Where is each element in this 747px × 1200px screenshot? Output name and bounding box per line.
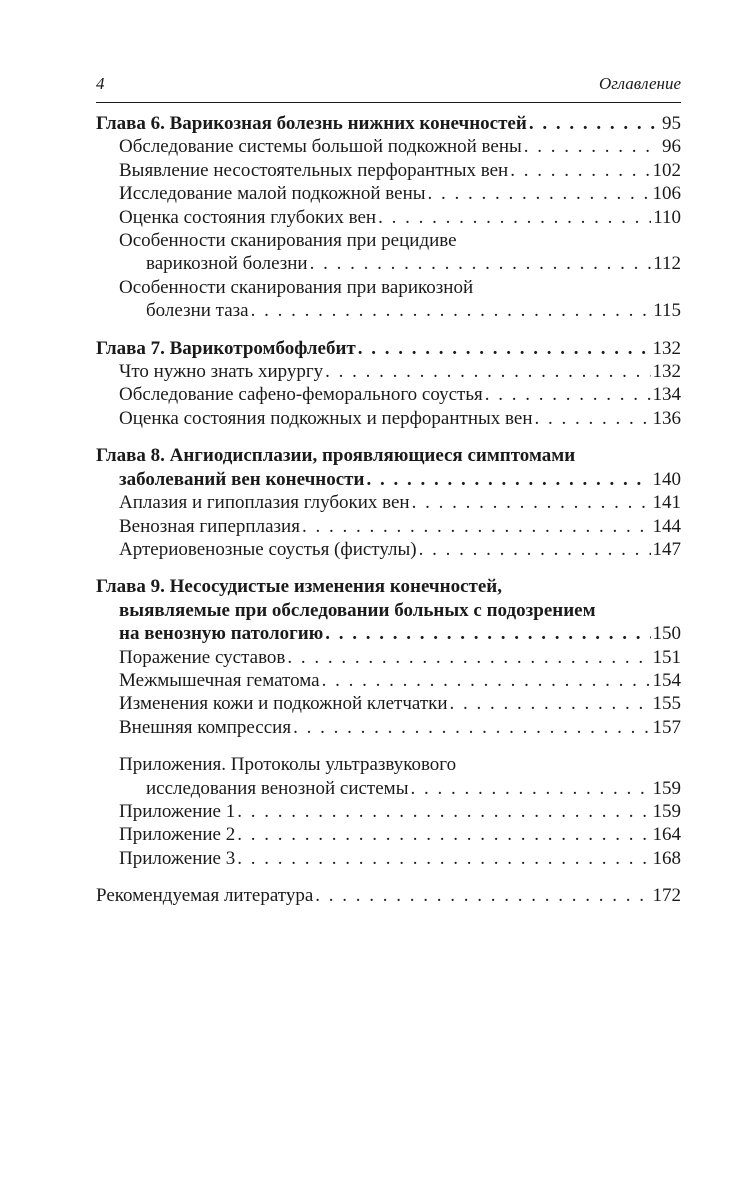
leader-dots xyxy=(325,360,650,383)
leader-dots xyxy=(450,692,651,715)
toc-chapter-7[interactable] xyxy=(96,337,681,360)
leader-dots xyxy=(534,407,650,430)
toc-entry[interactable] xyxy=(96,716,681,739)
toc-entry[interactable] xyxy=(96,206,681,229)
leader-dots xyxy=(315,884,650,907)
page-ref: 159 xyxy=(652,800,681,822)
page-ref: 164 xyxy=(652,824,681,846)
chapter-title-cont: заболеваний вен конечности xyxy=(119,468,365,490)
leader-dots xyxy=(251,299,652,322)
toc-chapter-8[interactable] xyxy=(96,444,681,467)
chapter-title: Глава 8. Ангиодисплазии, проявляющиеся симптомами xyxy=(96,445,576,467)
page-ref: 159 xyxy=(652,777,681,799)
running-header xyxy=(96,74,681,100)
toc-entry[interactable] xyxy=(96,847,681,870)
toc-entry[interactable] xyxy=(96,407,681,430)
leader-dots xyxy=(302,515,651,538)
leader-dots xyxy=(322,669,651,692)
chapter-title: Глава 7. Варикотромбофлебит xyxy=(96,337,356,359)
page-ref: 106 xyxy=(652,183,681,205)
entry-title: Что нужно знать хирургу xyxy=(119,361,324,383)
toc-entry[interactable] xyxy=(96,135,681,158)
leader-dots xyxy=(237,847,650,870)
toc-chapter-8-continuation[interactable] xyxy=(96,468,681,491)
page-ref: 155 xyxy=(652,693,681,715)
entry-title: Оценка состояния подкожных и перфорантных вен xyxy=(119,407,533,429)
toc-entry[interactable] xyxy=(96,692,681,715)
leader-dots xyxy=(412,491,651,514)
entry-title: Особенности сканирования при рецидиве xyxy=(119,230,457,252)
page-number: 4 xyxy=(96,74,105,93)
page-ref: 115 xyxy=(653,300,681,322)
section-gap xyxy=(96,561,681,575)
section-gap xyxy=(96,323,681,337)
leader-dots xyxy=(410,777,650,800)
running-title: Оглавление xyxy=(598,74,681,93)
page-ref: 132 xyxy=(652,337,681,359)
entry-title: Рекомендуемая литература xyxy=(96,885,314,907)
chapter-title: Глава 9. Несосудистые изменения конечностей, xyxy=(96,576,502,598)
section-gap xyxy=(96,430,681,444)
page-ref: 134 xyxy=(652,384,681,406)
entry-title: Выявление несостоятельных перфорантных вен xyxy=(119,159,509,181)
toc-entry[interactable] xyxy=(96,229,681,252)
entry-title: Венозная гиперплазия xyxy=(119,515,300,537)
header-rule xyxy=(96,102,681,103)
leader-dots xyxy=(237,823,650,846)
toc-chapter-6[interactable] xyxy=(96,112,681,135)
page-ref: 157 xyxy=(652,716,681,738)
leader-dots xyxy=(366,468,650,491)
entry-title: Аплазия и гипоплазия глубоких вен xyxy=(119,492,410,514)
entry-title: Приложение 3 xyxy=(119,847,236,869)
entry-title-cont: болезни таза xyxy=(146,300,249,322)
entry-title: Обследование системы большой подкожной вены xyxy=(119,136,522,158)
toc-entry[interactable] xyxy=(96,515,681,538)
page-ref: 136 xyxy=(652,407,681,429)
leader-dots xyxy=(378,206,651,229)
toc-chapter-9[interactable] xyxy=(96,575,681,598)
page-ref: 144 xyxy=(652,515,681,537)
leader-dots xyxy=(428,182,651,205)
leader-dots xyxy=(237,800,650,823)
leader-dots xyxy=(524,135,660,158)
page-ref: 102 xyxy=(652,159,681,181)
toc-entry[interactable] xyxy=(96,276,681,299)
toc-entry[interactable] xyxy=(96,646,681,669)
toc-chapter-9-continuation[interactable] xyxy=(96,599,681,622)
toc-entry[interactable] xyxy=(96,823,681,846)
page-ref: 147 xyxy=(652,538,681,560)
section-gap xyxy=(96,870,681,884)
entry-title: Приложение 2 xyxy=(119,824,236,846)
leader-dots xyxy=(485,383,651,406)
leader-dots xyxy=(510,159,650,182)
leader-dots xyxy=(529,112,660,135)
page-ref: 141 xyxy=(652,492,681,514)
toc-entry-continuation[interactable] xyxy=(96,299,681,322)
leader-dots xyxy=(287,646,650,669)
leader-dots xyxy=(419,538,651,561)
entry-title: Исследование малой подкожной вены xyxy=(119,183,426,205)
entry-title: Обследование сафено-феморального соустья xyxy=(119,384,483,406)
toc-entry[interactable] xyxy=(96,383,681,406)
toc-appendix-continuation[interactable] xyxy=(96,777,681,800)
page-ref: 151 xyxy=(652,646,681,668)
entry-title: Приложения. Протоколы ультразвукового xyxy=(119,754,457,776)
toc-chapter-9-continuation[interactable] xyxy=(96,622,681,645)
chapter-title-cont: на венозную патологию xyxy=(119,623,324,645)
page-ref: 132 xyxy=(652,361,681,383)
toc-literature[interactable] xyxy=(96,884,681,907)
page-ref: 168 xyxy=(652,847,681,869)
leader-dots xyxy=(293,716,650,739)
entry-title: Оценка состояния глубоких вен xyxy=(119,206,377,228)
toc-entry[interactable] xyxy=(96,159,681,182)
chapter-title: Глава 6. Варикозная болезнь нижних конечностей xyxy=(96,113,527,134)
page-ref: 140 xyxy=(652,468,681,490)
leader-dots xyxy=(358,337,651,360)
entry-title: Поражение суставов xyxy=(119,646,286,668)
entry-title: Артериовенозные соустья (фистулы) xyxy=(119,538,417,560)
toc-entry[interactable] xyxy=(96,491,681,514)
page-ref: 96 xyxy=(662,136,681,158)
entry-title: Особенности сканирования при варикозной xyxy=(119,276,474,298)
page-ref: 112 xyxy=(653,253,681,275)
entry-title: Изменения кожи и подкожной клетчатки xyxy=(119,693,448,715)
page-ref: 154 xyxy=(652,669,681,691)
entry-title: Межмышечная гематома xyxy=(119,669,320,691)
toc-appendix[interactable] xyxy=(96,753,681,776)
chapter-title-cont: выявляемые при обследовании больных с подозрением xyxy=(119,599,596,621)
toc-entry[interactable] xyxy=(96,538,681,561)
toc-entry-continuation[interactable] xyxy=(96,252,681,275)
entry-title: Внешняя компрессия xyxy=(119,716,292,738)
toc-entry[interactable] xyxy=(96,360,681,383)
toc-entry[interactable] xyxy=(96,669,681,692)
entry-title-cont: исследования венозной системы xyxy=(146,777,409,799)
page-ref: 172 xyxy=(652,885,681,907)
entry-title-cont: варикозной болезни xyxy=(146,253,308,275)
page-ref: 110 xyxy=(653,206,681,228)
leader-dots xyxy=(325,622,650,645)
table-of-contents xyxy=(96,112,681,908)
leader-dots xyxy=(310,252,652,275)
section-gap xyxy=(96,739,681,753)
toc-entry[interactable] xyxy=(96,800,681,823)
page-ref: 95 xyxy=(662,113,681,134)
toc-entry[interactable] xyxy=(96,182,681,205)
page-ref: 150 xyxy=(652,623,681,645)
entry-title: Приложение 1 xyxy=(119,800,236,822)
